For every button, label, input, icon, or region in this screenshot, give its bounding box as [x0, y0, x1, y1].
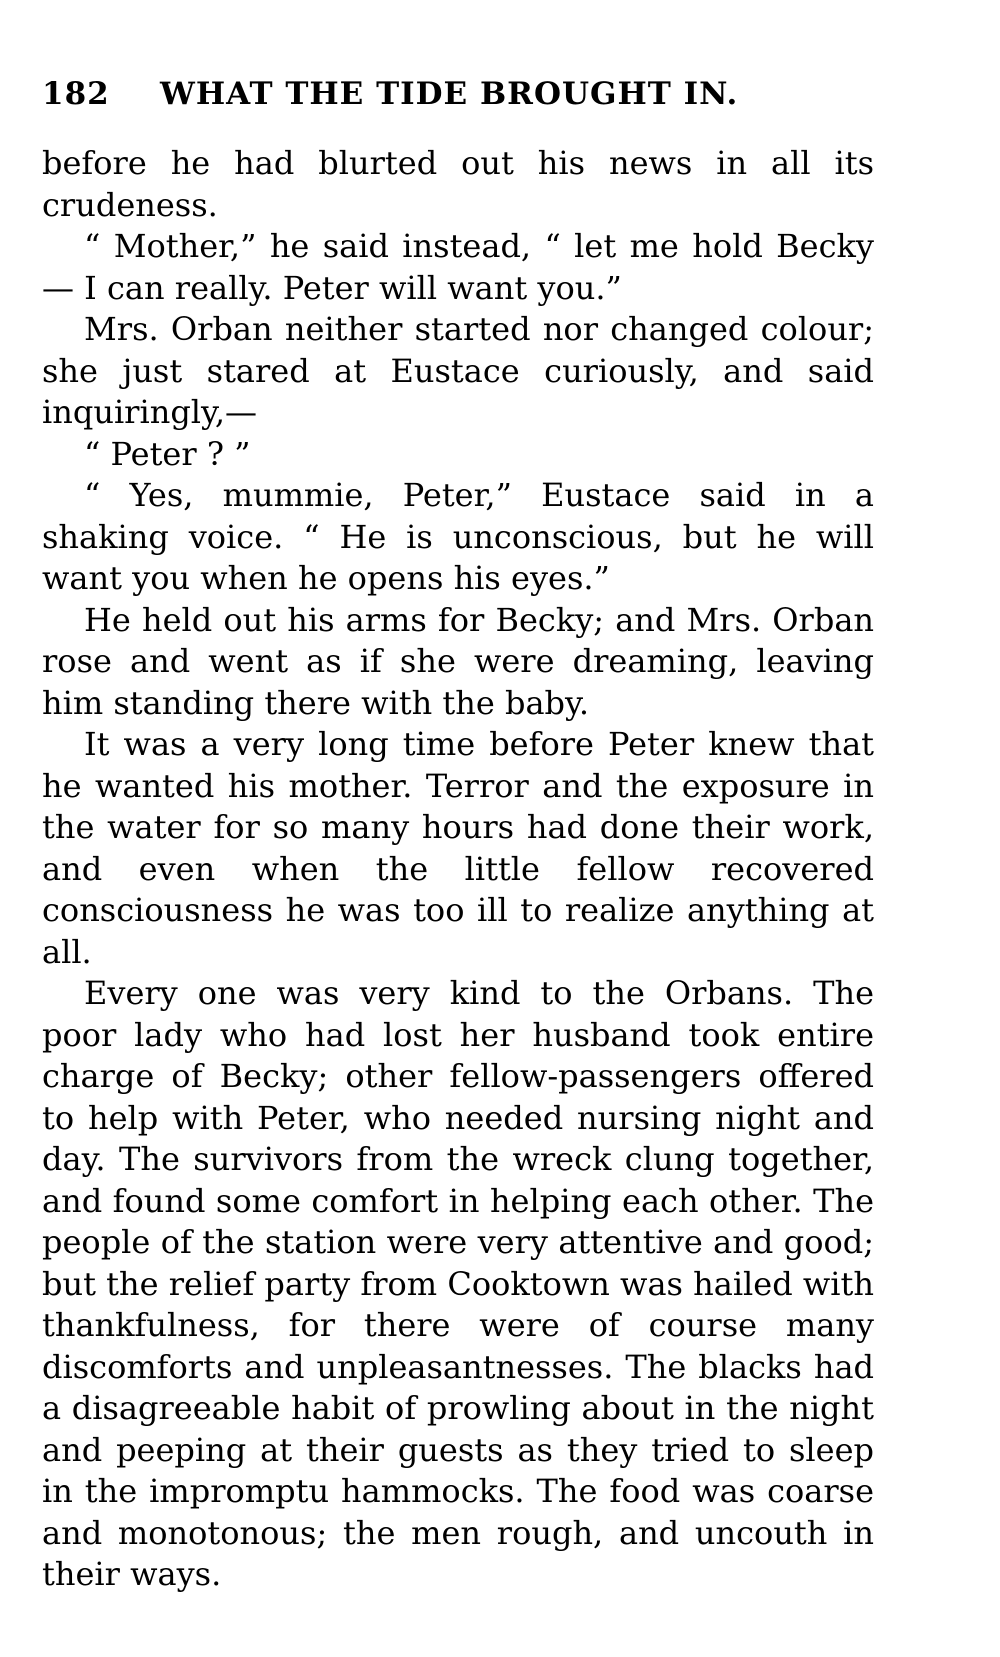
page-number: 182	[42, 76, 110, 112]
running-title: WHAT THE TIDE BROUGHT IN.	[160, 76, 739, 112]
paragraph-continued: before he had blurted out his news in all its crudeness.	[42, 144, 874, 224]
paragraph-peter-illness: It was a very long time before Peter knew that he wanted his mother. Terror and the exposure in the water for so many hours had done their work, and even when the little fellow recovered consciousness he was too ill to realize anything at all.	[42, 725, 874, 971]
paragraph-peter-question: “ Peter ? ”	[84, 434, 251, 473]
paragraph-mrs-orban-stares: Mrs. Orban neither started nor changed colour; she just stared at Eustace curiously, and said inquiringly,—	[42, 310, 874, 431]
paragraph-station-life: Every one was very kind to the Orbans. The poor lady who had lost her husband took entire charge of Becky; other fellow-passengers offered to help with Peter, who needed nursing night and day. The survivors from the wreck clung together, and found some comfort in helping each other. The people of the station were very attentive and good; but the relief party from Cooktown was hailed with thankfulness, for there were of course many discomforts and unpleasantnesses. The blacks had a disagreeable habit of prowling about in the night and peeping at their guests as they tried to sleep in the impromptu hammocks. The food was coarse and monotonous; the men rough, and uncouth in their ways.	[42, 974, 874, 1593]
paragraph-eustace-offer: “ Mother,” he said instead, “ let me hold Becky— I can really. Peter will want you.”	[42, 227, 874, 307]
paragraph-eustace-reply: “ Yes, mummie, Peter,” Eustace said in a shaking voice. “ He is unconscious, but he will want you when he opens his eyes.”	[42, 476, 874, 597]
running-head	[42, 76, 942, 112]
paragraph-becky-handover: He held out his arms for Becky; and Mrs. Orban rose and went as if she were dreaming, leaving him standing there with the baby.	[42, 600, 874, 722]
body-text	[42, 143, 874, 1596]
